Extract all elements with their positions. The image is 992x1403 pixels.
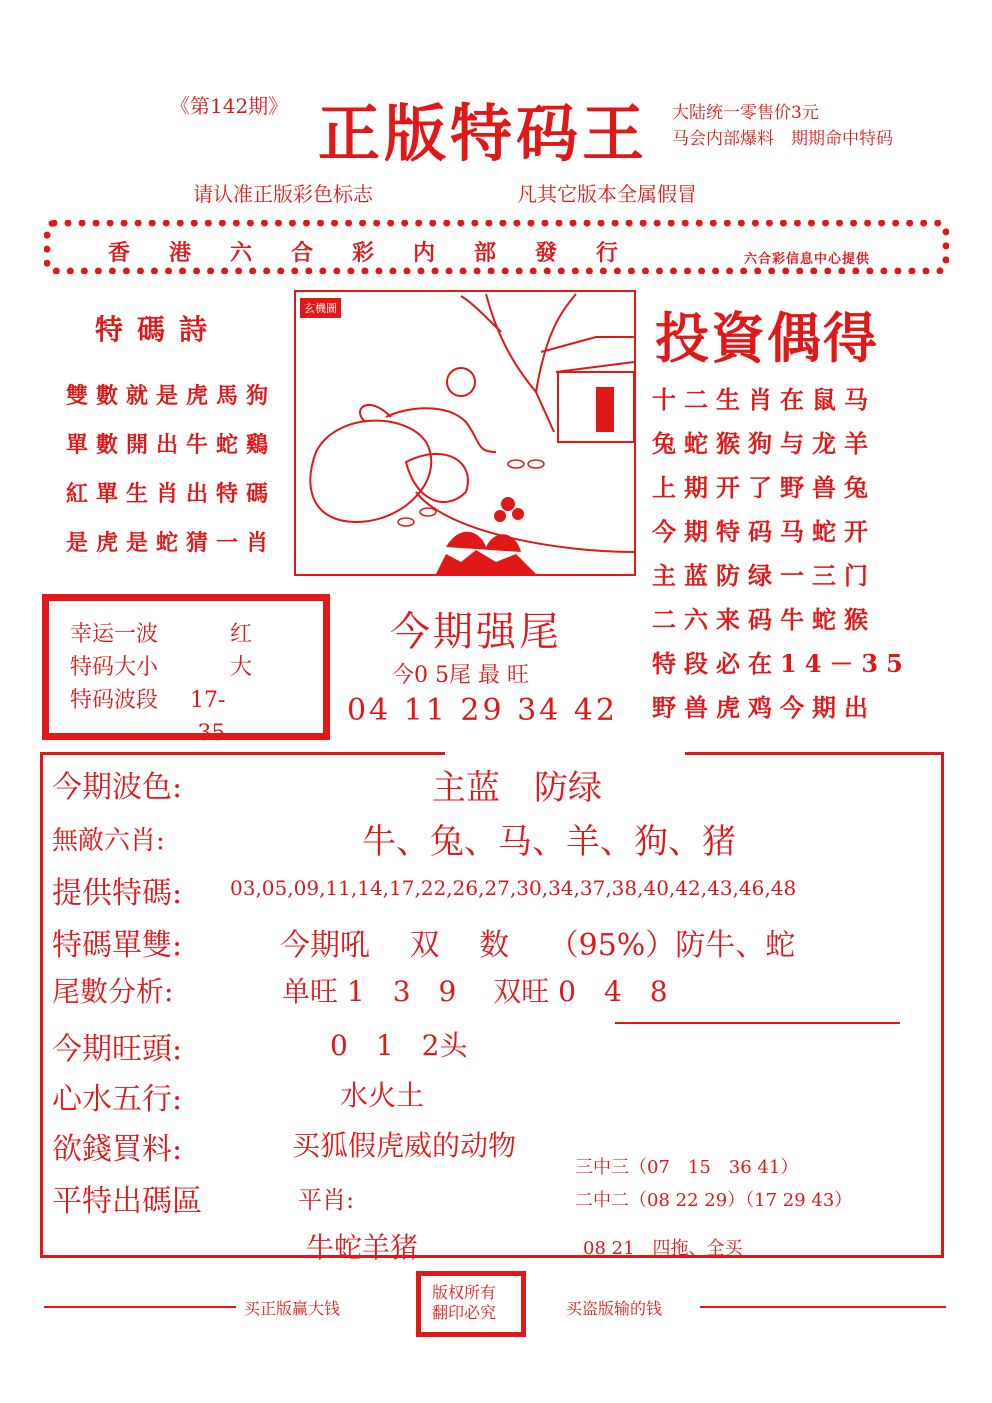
footer-left-text: 买正版赢大钱 [244,1299,341,1318]
element-label: 心水五行: [52,1082,183,1117]
poem-line: 紅單生肖出特碼 [66,481,277,507]
special-value: 03,05,09,11,14,17,22,26,27,30,34,37,38,40,42,43,46,48 [230,876,797,900]
luck-info [70,618,253,746]
nodie-label: 無敵六肖: [52,826,165,856]
poem-line: 是虎是蛇猜一肖 [66,530,277,556]
head-label: 今期旺頭: [52,1032,183,1067]
luck-wave-label: 幸运一波 [70,622,159,647]
tail-label: 尾數分析: [52,975,174,1008]
oddeven-label: 特碼單雙: [52,928,183,963]
two-of-two: 二中二（08 22 29）（17 29 43） [575,1190,853,1211]
notice-right: 凡其它版本全属假冒 [517,182,697,206]
luck-size-label: 特码大小 [70,655,159,680]
investment-line: 今期特码马蛇开 [652,517,876,546]
luck-range-value: 17--35 [190,688,226,746]
box-gap [445,746,685,760]
investment-line: 主蓝防绿一三门 [652,561,876,590]
footer-right-text: 买盗版输的钱 [566,1299,663,1318]
divider-line [615,1022,900,1024]
copyright-text [432,1283,496,1323]
drag-numbers: 08 21 四拖、全买 [583,1238,743,1259]
price-line-1: 大陆统一零售价3元 [672,103,819,123]
footer-line-left [44,1306,236,1308]
copyright-line-1: 版权所有 [432,1283,497,1302]
footer-line-right [700,1306,946,1308]
special-label: 提供特碼: [52,876,183,911]
monkey-illustration [296,292,634,574]
element-value: 水火土 [340,1079,425,1112]
strong-tail-title: 今期强尾 [390,609,562,655]
investment-line: 上期开了野兽兔 [652,473,876,502]
riddle-picture [294,290,636,576]
flat-label: 平特出碼區 [52,1184,202,1219]
notice-left: 请认准正版彩色标志 [193,182,373,206]
strong-tail-subtitle: 今0 5尾 最 旺 [392,663,529,688]
issuer-text: 香港六合彩内部發行 [108,240,658,266]
price-line-2: 马会内部爆料 期期命中特码 [672,129,893,149]
investment-line: 特段必在14－35 [652,649,911,678]
tail-value: 单旺 1 3 9 双旺 0 4 8 [282,975,668,1008]
luck-range-label: 特码波段 [70,688,159,713]
info-provider: 六合彩信息中心提供 [744,252,871,267]
luck-size-value: 大 [230,655,253,680]
luck-wave-value: 红 [230,622,253,647]
investment-lines [652,378,911,730]
color-value: 主蓝 防绿 [432,768,602,808]
buy-value: 买狐假虎威的动物 [292,1129,517,1162]
strong-tail-numbers: 04 11 29 34 42 [347,693,619,728]
head-value: 0 1 2头 [330,1029,468,1062]
picture-stamp: 玄機圖 [300,298,341,318]
flat-value: 牛蛇羊猪 [306,1231,419,1264]
three-of-three: 三中三（07 15 36 41） [575,1157,799,1178]
investment-line: 兔蛇猴狗与龙羊 [652,429,876,458]
color-label: 今期波色: [52,770,183,805]
page-title: 正版特码王 [318,97,649,170]
oddeven-value: 今期吼 双 数 （95%）防牛、蛇 [280,928,796,963]
investment-line: 十二生肖在鼠马 [652,385,876,414]
luck-wave-row [70,618,253,651]
nodie-value: 牛、兔、马、羊、狗、猪 [362,822,736,862]
poem-title: 特碼詩 [95,313,222,346]
luck-size-row [70,651,253,684]
investment-title: 投資偶得 [655,306,879,370]
issue-number: 《第142期》 [170,94,289,118]
price-info [672,100,893,152]
flat-sub-label: 平肖: [298,1186,355,1214]
investment-line: 野兽虎鸡今期出 [652,693,876,722]
investment-line: 二六来码牛蛇猴 [652,605,876,634]
poem-lines [66,372,276,568]
luck-range-row [70,684,226,746]
poem-line: 單數開出牛蛇鷄 [66,432,277,458]
copyright-line-2: 翻印必究 [432,1303,497,1322]
buy-label: 欲錢買料: [52,1132,183,1167]
poem-line: 雙數就是虎馬狗 [66,383,277,409]
